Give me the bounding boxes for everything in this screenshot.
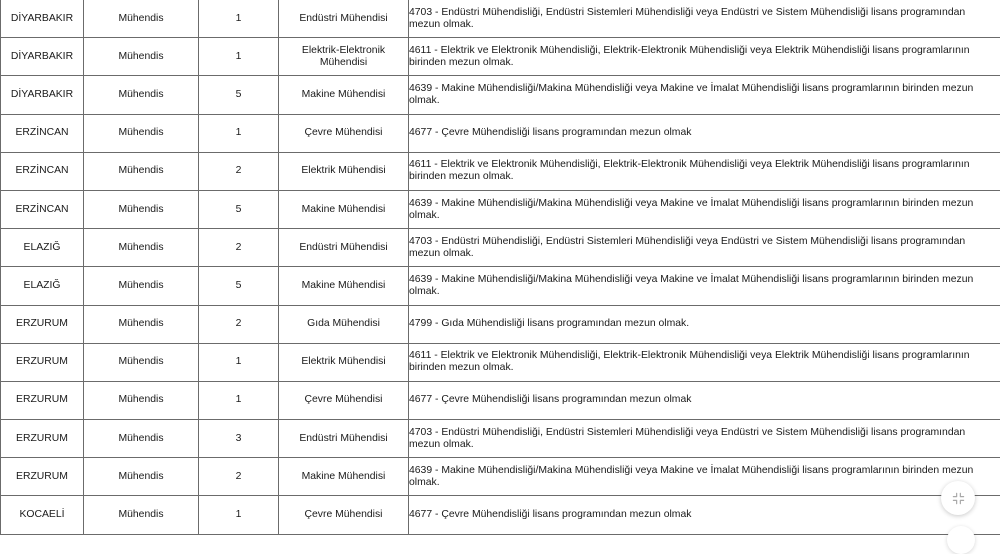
cell-city: DİYARBAKIR <box>1 0 84 38</box>
cell-title: Mühendis <box>84 496 199 534</box>
requirement-text: 4639 - Makine Mühendisliği/Makina Mühendisliği veya Makine ve İmalat Mühendisliği lisans programlarının birinden mezun olmak. <box>409 274 987 298</box>
table-row <box>1 38 1000 76</box>
cell-count: 3 <box>199 420 279 458</box>
cell-department: Endüstri Mühendisi <box>279 229 409 267</box>
cell-title: Mühendis <box>84 343 199 381</box>
table-row <box>1 152 1000 190</box>
cell-count: 2 <box>199 458 279 496</box>
cell-department: Çevre Mühendisi <box>279 381 409 419</box>
cell-title: Mühendis <box>84 152 199 190</box>
cell-count: 2 <box>199 305 279 343</box>
table-row <box>1 229 1000 267</box>
cell-count: 1 <box>199 114 279 152</box>
cell-department: Elektrik Mühendisi <box>279 152 409 190</box>
cell-requirement <box>409 267 1000 305</box>
requirement-text: 4677 - Çevre Mühendisliği lisans programından mezun olmak <box>409 509 987 521</box>
requirement-text: 4639 - Makine Mühendisliği/Makina Mühendisliği veya Makine ve İmalat Mühendisliği lisans programlarının birinden mezun olmak. <box>409 83 987 107</box>
cell-city: ERZURUM <box>1 420 84 458</box>
cell-count: 1 <box>199 496 279 534</box>
cell-department: Makine Mühendisi <box>279 190 409 228</box>
cell-title: Mühendis <box>84 190 199 228</box>
floating-action-button[interactable] <box>941 481 975 515</box>
cell-title: Mühendis <box>84 76 199 114</box>
secondary-floating-button[interactable] <box>947 526 975 554</box>
cell-requirement <box>409 496 1000 534</box>
requirement-text: 4677 - Çevre Mühendisliği lisans programından mezun olmak <box>409 127 987 139</box>
cell-city: DİYARBAKIR <box>1 38 84 76</box>
table-row <box>1 496 1000 534</box>
requirement-text: 4611 - Elektrik ve Elektronik Mühendisliği, Elektrik-Elektronik Mühendisliği veya Elektrik Mühendisliği lisans programlarının birinden mezun olmak. <box>409 159 987 183</box>
positions-table-body <box>1 0 1000 534</box>
table-row <box>1 190 1000 228</box>
cell-department: Elektrik-Elektronik Mühendisi <box>279 38 409 76</box>
cell-requirement <box>409 114 1000 152</box>
requirement-text: 4639 - Makine Mühendisliği/Makina Mühendisliği veya Makine ve İmalat Mühendisliği lisans programlarının birinden mezun olmak. <box>409 198 987 222</box>
cell-city: DİYARBAKIR <box>1 76 84 114</box>
requirement-text: 4611 - Elektrik ve Elektronik Mühendisliği, Elektrik-Elektronik Mühendisliği veya Elektrik Mühendisliği lisans programlarının birinden mezun olmak. <box>409 45 987 69</box>
cell-city: ELAZIĞ <box>1 229 84 267</box>
cell-count: 5 <box>199 267 279 305</box>
cell-department: Elektrik Mühendisi <box>279 343 409 381</box>
cell-title: Mühendis <box>84 381 199 419</box>
table-row <box>1 381 1000 419</box>
cell-count: 5 <box>199 76 279 114</box>
cell-requirement <box>409 76 1000 114</box>
cell-department: Makine Mühendisi <box>279 267 409 305</box>
cell-requirement <box>409 305 1000 343</box>
table-row <box>1 0 1000 38</box>
requirement-text: 4799 - Gıda Mühendisliği lisans programından mezun olmak. <box>409 318 987 330</box>
cell-title: Mühendis <box>84 38 199 76</box>
cell-requirement <box>409 458 1000 496</box>
requirement-text: 4703 - Endüstri Mühendisliği, Endüstri Sistemleri Mühendisliği veya Endüstri ve Sistem Mühendisliği lisans programından mezun olmak. <box>409 427 987 451</box>
cell-city: ERZURUM <box>1 305 84 343</box>
cell-title: Mühendis <box>84 114 199 152</box>
cell-requirement <box>409 0 1000 38</box>
table-row <box>1 343 1000 381</box>
requirement-text: 4639 - Makine Mühendisliği/Makina Mühendisliği veya Makine ve İmalat Mühendisliği lisans programlarının birinden mezun olmak. <box>409 465 987 489</box>
cell-department: Gıda Mühendisi <box>279 305 409 343</box>
table-row <box>1 420 1000 458</box>
cell-requirement <box>409 152 1000 190</box>
cell-count: 1 <box>199 343 279 381</box>
cell-city: ERZURUM <box>1 458 84 496</box>
cell-department: Çevre Mühendisi <box>279 496 409 534</box>
table-row <box>1 458 1000 496</box>
cell-requirement <box>409 420 1000 458</box>
cell-city: ERZİNCAN <box>1 114 84 152</box>
cell-requirement <box>409 381 1000 419</box>
cell-city: ERZİNCAN <box>1 152 84 190</box>
cell-requirement <box>409 229 1000 267</box>
table-row <box>1 114 1000 152</box>
table-row <box>1 76 1000 114</box>
cell-requirement <box>409 190 1000 228</box>
cell-count: 2 <box>199 229 279 267</box>
requirement-text: 4677 - Çevre Mühendisliği lisans programından mezun olmak <box>409 394 987 406</box>
cell-city: KOCAELİ <box>1 496 84 534</box>
cell-title: Mühendis <box>84 305 199 343</box>
cell-title: Mühendis <box>84 267 199 305</box>
four-arrows-fullscreen-icon <box>952 492 965 505</box>
cell-count: 1 <box>199 38 279 76</box>
cell-title: Mühendis <box>84 0 199 38</box>
cell-department: Endüstri Mühendisi <box>279 0 409 38</box>
cell-city: ERZURUM <box>1 343 84 381</box>
cell-department: Makine Mühendisi <box>279 76 409 114</box>
cell-city: ERZİNCAN <box>1 190 84 228</box>
cell-count: 1 <box>199 0 279 38</box>
cell-title: Mühendis <box>84 458 199 496</box>
cell-city: ELAZIĞ <box>1 267 84 305</box>
cell-department: Çevre Mühendisi <box>279 114 409 152</box>
cell-department: Makine Mühendisi <box>279 458 409 496</box>
cell-city: ERZURUM <box>1 381 84 419</box>
requirement-text: 4703 - Endüstri Mühendisliği, Endüstri Sistemleri Mühendisliği veya Endüstri ve Sistem Mühendisliği lisans programından mezun olmak. <box>409 7 987 31</box>
cell-title: Mühendis <box>84 420 199 458</box>
cell-count: 5 <box>199 190 279 228</box>
cell-requirement <box>409 343 1000 381</box>
cell-requirement <box>409 38 1000 76</box>
requirement-text: 4611 - Elektrik ve Elektronik Mühendisliği, Elektrik-Elektronik Mühendisliği veya Elektrik Mühendisliği lisans programlarının birinden mezun olmak. <box>409 350 987 374</box>
cell-department: Endüstri Mühendisi <box>279 420 409 458</box>
cell-count: 2 <box>199 152 279 190</box>
requirement-text: 4703 - Endüstri Mühendisliği, Endüstri Sistemleri Mühendisliği veya Endüstri ve Sistem Mühendisliği lisans programından mezun olmak. <box>409 236 987 260</box>
table-row <box>1 305 1000 343</box>
cell-title: Mühendis <box>84 229 199 267</box>
table-row <box>1 267 1000 305</box>
cell-count: 1 <box>199 381 279 419</box>
